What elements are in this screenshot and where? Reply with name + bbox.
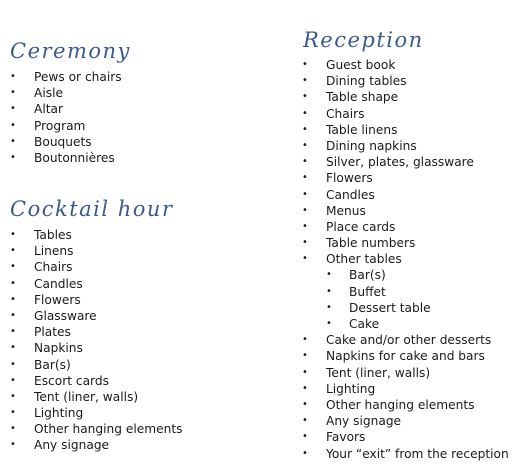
reception-heading: Reception: [303, 28, 424, 52]
list-item: • Tent (liner, walls): [302, 365, 509, 381]
list-item: • Bar(s): [10, 357, 182, 373]
list-item: • Napkins for cake and bars: [302, 348, 509, 364]
list-item: • Table linens: [302, 122, 509, 138]
list-item: • Candles: [10, 276, 182, 292]
list-item: • Table numbers: [302, 235, 509, 251]
list-item: • Place cards: [302, 219, 509, 235]
list-item: • Guest book: [302, 57, 509, 73]
list-item: • Flowers: [302, 170, 509, 186]
list-item: • Lighting: [10, 405, 182, 421]
list-item: • Boutonnières: [10, 150, 122, 166]
list-item: • Glassware: [10, 308, 182, 324]
list-item: • Your “exit” from the reception: [302, 446, 509, 462]
sub-list-item: • Cake: [302, 316, 509, 332]
list-item: • Dining napkins: [302, 138, 509, 154]
list-item: • Plates: [10, 324, 182, 340]
reception-list: [302, 57, 509, 462]
list-item: • Silver, plates, glassware: [302, 154, 509, 170]
list-item: • Other hanging elements: [10, 421, 182, 437]
ceremony-heading: Ceremony: [10, 39, 131, 63]
list-item: • Napkins: [10, 340, 182, 356]
list-item: • Altar: [10, 101, 122, 117]
list-item: • Any signage: [302, 413, 509, 429]
list-item: • Aisle: [10, 85, 122, 101]
list-item: • Other tables: [302, 251, 509, 267]
list-item: • Program: [10, 118, 122, 134]
cocktail-hour-heading: Cocktail hour: [10, 197, 174, 221]
list-item: • Bouquets: [10, 134, 122, 150]
list-item: • Lighting: [302, 381, 509, 397]
list-item: • Cake and/or other desserts: [302, 332, 509, 348]
list-item: • Linens: [10, 243, 182, 259]
list-item: • Flowers: [10, 292, 182, 308]
list-item: • Chairs: [10, 259, 182, 275]
list-item: • Escort cards: [10, 373, 182, 389]
list-item: • Any signage: [10, 437, 182, 453]
sub-list-item: • Dessert table: [302, 300, 509, 316]
list-item: • Menus: [302, 203, 509, 219]
list-item: • Candles: [302, 187, 509, 203]
list-item: • Pews or chairs: [10, 69, 122, 85]
sub-list-item: • Bar(s): [302, 267, 509, 283]
list-item: • Chairs: [302, 106, 509, 122]
sub-list-item: • Buffet: [302, 284, 509, 300]
list-item: • Tent (liner, walls): [10, 389, 182, 405]
cocktail-hour-list: [10, 227, 182, 454]
list-item: • Favors: [302, 429, 509, 445]
ceremony-list: [10, 69, 122, 166]
list-item: • Dining tables: [302, 73, 509, 89]
list-item: • Other hanging elements: [302, 397, 509, 413]
list-item: • Tables: [10, 227, 182, 243]
list-item: • Table shape: [302, 89, 509, 105]
